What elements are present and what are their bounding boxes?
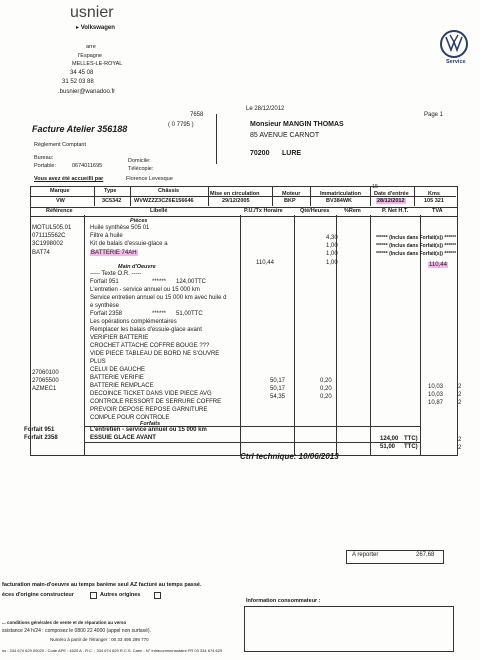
vh-moteur: Moteur [282,191,301,197]
pu-2: 50,17 [270,378,286,384]
footer-line-2b: Autres origines [100,592,141,598]
forfait-total-1: 124,00 [380,436,399,442]
customer-city: LURE [282,150,302,157]
qty-3: 1,00 [326,251,338,257]
vh-mise-circulation: Mise en circulation [210,191,260,197]
ref-9: Forfait 2358 [24,435,58,441]
desc-14: CROCHET ATTACHE COFFRE BOUGE ??? [90,343,210,349]
vv-marque: VW [56,198,65,204]
col-reference: Référence [46,208,73,214]
desc-5: ----- Texte O.R. ----- [90,271,142,277]
tva-3: 2 [458,400,462,406]
vv-kms: 105 321 [424,198,444,204]
footer-small-4: ns : 334 674 629 00020 - Code APE : 4520 A - R.C. : 334 674 629 R.C.S. Caen - N° intracommunautaire FR 03 334 674 629 [2,648,223,653]
desc-21: CONTROLE RESSORT DE SERRURE COFFRE [90,399,222,405]
qty-1: 4,30 [326,235,338,241]
rem-note-2: ****** (Inclus dans Forfait(s)) ****** [376,243,457,249]
section-main-oeuvre: Main d'Oeuvre [118,264,156,270]
dealer-address-3: MELLES-LE-ROYAL [72,61,123,67]
desc-12: Remplacer les balais d'essuie-glace avant [90,327,202,333]
desc-11: Les opérations complémentaires [90,319,177,325]
stars-price-1: 124,00TTC [176,279,207,285]
tva-4: 2 [458,437,462,443]
stars-1: ****** [152,279,167,285]
forfait-total-2: 51,00 [380,444,396,450]
ref-4: BAT74 [32,250,50,256]
dealer-address-2: l'Espagne [78,53,102,59]
col-libelle: Libellé [150,208,168,214]
footer-line-2: èces d'origine constructeur [2,592,74,598]
portable-value: 0674011695 [72,163,103,169]
stars-price-2: 51,00TTC [176,311,203,317]
desc-19: BATTERIE REMPLACE [90,383,154,389]
net-2: 10,03 [428,384,444,390]
invoice-date: Le 28/12/2012 [246,106,285,112]
desc-9: e synthèse [90,303,120,309]
section-forfaits: Forfaits [140,421,161,427]
footer-small-2: ssistance 24 h/24 : composez le 0800 22 4000 (appel non surtaxé). [2,628,151,634]
customer-zip: 70200 [250,150,270,157]
ref-2: 071115562C [32,233,66,239]
tva-2: 2 [458,392,462,398]
ref-7: AZMEC1 [32,386,57,392]
tva-1: 2 [458,384,462,390]
ref-3: 3C1998002 [32,241,64,247]
rem-note-3: ****** (Inclus dans Forfait(s)) ****** [376,251,457,257]
vw-logo [440,30,468,58]
invoice-ref-top: 7658 [190,112,204,118]
desc-13: VERIFIER BATTERIE [90,335,149,341]
invoice-title: Facture Atelier 356188 [32,124,128,134]
checkbox-origine[interactable] [90,592,97,599]
section-pieces: Pièces [130,218,148,224]
net-1: 110,44 [429,262,447,268]
desc-23: COMPLE POUR CONTROLE [90,415,170,421]
vh-type: Type [104,188,117,194]
vv-date-entree: 28/12/2012 [377,198,405,204]
desc-16: PLUS [90,359,106,365]
desc-22: PREVOIR DEPOSE REPOSE GARNITURE [90,407,208,413]
dealer-brand: ▸ Volkswagen [76,25,115,31]
vh-chassis: Châssis [158,188,180,194]
vv-immatriculation: BV384WK [326,198,352,204]
customer-street: 85 AVENUE CARNOT [250,132,320,139]
vh-date-entree: Date d'entrée [374,191,409,197]
info-consommateur-title: Information consommateur : [246,598,321,604]
stars-2: ****** [152,311,167,317]
ref-6: 27065500 [32,378,59,384]
report-label: A reporter [352,552,379,558]
portable-label: Portable: [34,163,57,169]
desc-18: BATTERIE VERIFIE [90,375,144,381]
footer-small-3: Numéro à partir de l'étranger : 00 33 495 298 770 [50,637,149,642]
vv-mise-circulation: 29/12/2005 [222,198,250,204]
qty-7: 0,20 [320,394,332,400]
qty-2: 1,00 [326,243,338,249]
desc-8: Service entretien annuel ou 15 000 km avec huile d [90,295,227,301]
dealer-tel-1: 34 45 08 [70,70,94,76]
line-number-15: 15 [372,184,379,190]
desc-7: L'entretien - service annuel ou 15 000 km [90,287,200,293]
report-value: 267,68 [416,552,435,558]
desc-1: Huile synthèse 505 01 [90,225,150,231]
vh-immatriculation: Immatriculation [320,191,361,197]
vv-chassis: WVWZZZ3CZ6E156646 [134,198,194,204]
desc-15: VIDE PIECE TABLEAU DE BORD NE S'OUVRE [90,351,220,357]
tva-5: 2 [458,445,462,451]
ref-8: Forfait 951 [24,427,55,433]
desc-4: BATTERIE 74AH [91,250,137,256]
col-net: P. Net H.T. [382,208,409,214]
accueil-name: Florence Levesque [126,176,173,182]
vh-marque: Marque [50,188,70,194]
ref-5: 27060100 [32,370,59,376]
col-tva: TVA [432,208,443,214]
checkbox-autres[interactable] [154,592,161,599]
footer-small-1: ... conditions générales de vente et de réparation au verso [2,620,127,625]
vv-type: 3C5342 [102,198,122,204]
desc-24: L'entretien - service annuel ou 15 000 km [90,427,207,433]
forfait-total-1-ttc: TTC) [404,436,418,442]
col-rem: %Rem [344,208,361,214]
page-number: Page 1 [424,112,444,118]
col-pu: P.U./Tx Horaire [244,208,283,214]
desc-6: Forfait 951 [90,279,119,285]
pu-1: 110,44 [256,260,274,266]
vw-logo-icon [440,30,468,58]
net-3: 10,03 [428,392,444,398]
pu-4: 54,35 [270,394,286,400]
footer-line-1: facturation main-d'oeuvre au temps barème seul AZ facturé au temps passé. [2,582,202,588]
desc-2: Filtre à huile [90,233,123,239]
vh-kms: Kms [428,191,440,197]
desc-10: Forfait 2358 [90,311,123,317]
desc-17: CELUI DE GAUCHE [90,367,146,373]
pu-3: 50,17 [270,386,286,392]
ref-1: MOTUL505.01 [32,225,72,231]
col-qte: Qté/Heures [300,208,330,214]
dealer-brand-text: Volkswagen [80,25,115,31]
vv-moteur: BKP [284,198,296,204]
desc-25: ESSUIE GLACE AVANT [90,435,156,441]
ctrl-technique: Ctrl technique: 10/06/2013 [240,452,339,461]
qty-5: 0,20 [320,378,332,384]
forfait-total-2-ttc: TTC) [404,444,418,450]
bureau-label: Bureau: [34,155,54,161]
vw-service-label: Service [446,59,466,65]
payment-mode: Règlement Comptant [34,142,86,148]
domicile-label: Domicile: [128,158,151,164]
dealer-tel-2: 31 52 03 88 [62,79,94,85]
net-4: 10,87 [428,400,444,406]
telecopie-label: Télécopie: [128,166,154,172]
desc-3: Kit de balais d'essuie-glace a [90,241,168,247]
rem-note-1: ****** (Inclus dans Forfait(s)) ****** [376,235,457,241]
info-consommateur-box [244,606,454,652]
accueil-label: Vous avez été accueilli par [34,176,104,182]
desc-20: DECOINCE TICKET DANS VIDE PIECE AVG [90,391,212,397]
dealer-address-1: arre [86,44,96,50]
invoice-ref-bottom: ( 0 7795 ) [168,122,194,128]
qty-4: 1,00 [326,260,338,266]
customer-name: Monsieur MANGIN THOMAS [250,121,344,128]
qty-6: 0,20 [320,386,332,392]
dealer-email: .busnier@wanadoo.fr [58,89,116,95]
dealer-name: usnier [70,4,114,21]
